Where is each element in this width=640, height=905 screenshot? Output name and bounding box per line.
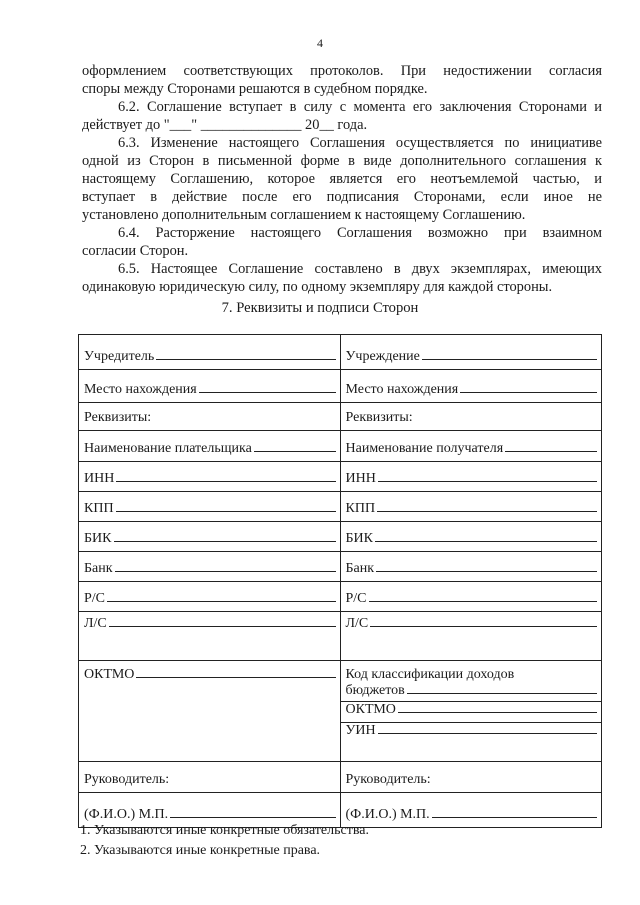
fio-label: (Ф.И.О.) М.П. [345, 807, 430, 822]
ls-cell-left [79, 612, 341, 661]
ls-label: Л/С [345, 616, 369, 631]
payer-name-field[interactable] [254, 441, 336, 452]
ls-cell-right [340, 612, 602, 661]
recipient-cell [340, 431, 602, 462]
table-row [341, 661, 602, 702]
table-row [341, 723, 602, 744]
paragraph-line: согласии Сторон. [82, 243, 189, 259]
bank-label: Банк [345, 561, 375, 576]
paragraph-line: одной из Сторон в письменной форме в виде дополнительного соглашения к [82, 153, 602, 169]
rs-label: Р/С [84, 591, 106, 606]
rs-field-left[interactable] [107, 591, 335, 602]
fio-label: (Ф.И.О.) М.П. [84, 807, 169, 822]
requisites-table [78, 334, 602, 828]
uin-cell [341, 723, 602, 744]
bik-cell-left [79, 522, 341, 552]
recipient-name-field[interactable] [505, 441, 597, 452]
head-cell-left [79, 762, 341, 793]
bik-field-left[interactable] [114, 531, 336, 542]
table-row [79, 335, 602, 370]
income-code-cell [341, 661, 602, 702]
signature-field-left[interactable] [170, 807, 335, 818]
inn-label: ИНН [84, 471, 115, 486]
oktmo-field-left[interactable] [136, 667, 335, 678]
section-title: 7. Реквизиты и подписи Сторон [221, 300, 419, 316]
inn-cell-right [340, 462, 602, 492]
bik-cell-right [340, 522, 602, 552]
page-number: 4 [317, 36, 323, 50]
table-row [79, 762, 602, 793]
budget-cell-right [340, 661, 602, 762]
institution-field[interactable] [422, 349, 597, 360]
payer-cell [79, 431, 341, 462]
paragraph-line: оформлением соответствующих протоколов. При недостижении согласия [82, 63, 602, 79]
oktmo-label: ОКТМО [345, 702, 396, 717]
paragraph-line: действует до "___" ______________ 20__ года. [82, 117, 368, 133]
location-field-left[interactable] [199, 382, 336, 393]
head-cell-right [340, 762, 602, 793]
footnote-1: 1. Указываются иные конкретные обязательства. [80, 823, 369, 838]
table-row [79, 522, 602, 552]
rs-cell-left [79, 582, 341, 612]
rs-field-right[interactable] [369, 591, 597, 602]
head-label: Руководитель: [345, 772, 431, 787]
inn-label: ИНН [345, 471, 376, 486]
paragraph-line: вступает в действие после его подписания Сторонами, если иное не [82, 189, 602, 205]
kpp-label: КПП [84, 501, 114, 516]
ls-field-left[interactable] [109, 616, 336, 627]
requisites-cell-right [340, 403, 602, 431]
location-field-right[interactable] [460, 382, 597, 393]
oktmo-cell-left [79, 661, 341, 762]
requisites-label: Реквизиты: [345, 410, 413, 425]
kpp-field-right[interactable] [377, 501, 597, 512]
founder-field[interactable] [156, 349, 335, 360]
table-row [341, 702, 602, 723]
paragraph-6-4: 6.4. Расторжение настоящего Соглашения возможно при взаимном [118, 225, 602, 241]
location-label: Место нахождения [345, 382, 459, 397]
rs-cell-right [340, 582, 602, 612]
uin-field[interactable] [378, 723, 597, 734]
inn-cell-left [79, 462, 341, 492]
table-row [79, 431, 602, 462]
signature-cell-right [340, 793, 602, 828]
paragraph-line: одинаковую юридическую силу, по одному экземпляру для каждой стороны. [82, 279, 553, 295]
founder-cell [79, 335, 341, 370]
table-row [79, 612, 602, 661]
signature-field-right[interactable] [432, 807, 597, 818]
oktmo-cell-right [341, 702, 602, 723]
institution-cell [340, 335, 602, 370]
paragraph-line: установлено дополнительным соглашением к настоящему Соглашению. [82, 207, 526, 223]
location-label: Место нахождения [84, 382, 197, 397]
paragraph-6-3: 6.3. Изменение настоящего Соглашения осуществляется по инициативе [118, 135, 602, 151]
location-cell-right [340, 370, 602, 403]
rs-label: Р/С [345, 591, 367, 606]
kpp-cell-left [79, 492, 341, 522]
bank-label: Банк [84, 561, 113, 576]
kpp-cell-right [340, 492, 602, 522]
oktmo-label: ОКТМО [84, 667, 135, 682]
paragraph-6-2: 6.2. Соглашение вступает в силу с момента его заключения Сторонами и [118, 99, 602, 115]
institution-label: Учреждение [345, 349, 420, 364]
paragraph-line: настоящему Соглашению, которое является его неотъемлемой частью, и [82, 171, 602, 187]
income-code-label-1: Код классификации доходов [345, 667, 515, 682]
bank-cell-right [340, 552, 602, 582]
kpp-label: КПП [345, 501, 376, 516]
ls-field-right[interactable] [370, 616, 597, 627]
bik-label: БИК [345, 531, 373, 546]
ls-label: Л/С [84, 616, 107, 631]
uin-label: УИН [345, 723, 376, 738]
income-code-field[interactable] [407, 683, 597, 694]
location-cell-left [79, 370, 341, 403]
kpp-field-left[interactable] [116, 501, 336, 512]
bank-field-left[interactable] [115, 561, 336, 572]
requisites-label: Реквизиты: [84, 410, 152, 425]
bank-field-right[interactable] [376, 561, 597, 572]
income-code-label-2: бюджетов [345, 683, 405, 698]
table-row [79, 462, 602, 492]
footnote-2: 2. Указываются иные конкретные права. [80, 843, 321, 858]
inn-field-right[interactable] [378, 471, 597, 482]
bik-label: БИК [84, 531, 112, 546]
oktmo-field-right[interactable] [398, 702, 597, 713]
table-row [79, 403, 602, 431]
bank-cell-left [79, 552, 341, 582]
budget-subtable [341, 661, 602, 743]
recipient-name-label: Наименование получателя [345, 441, 504, 456]
table-row [79, 552, 602, 582]
requisites-cell-left [79, 403, 341, 431]
bik-field-right[interactable] [375, 531, 597, 542]
payer-name-label: Наименование плательщика [84, 441, 252, 456]
table-row [79, 492, 602, 522]
table-row [79, 582, 602, 612]
paragraph-line: споры между Сторонами решаются в судебном порядке. [82, 81, 428, 97]
inn-field-left[interactable] [116, 471, 335, 482]
founder-label: Учредитель [84, 349, 155, 364]
paragraph-6-5: 6.5. Настоящее Соглашение составлено в двух экземплярах, имеющих [118, 261, 602, 277]
table-row [79, 370, 602, 403]
head-label: Руководитель: [84, 772, 170, 787]
table-row [79, 661, 602, 762]
